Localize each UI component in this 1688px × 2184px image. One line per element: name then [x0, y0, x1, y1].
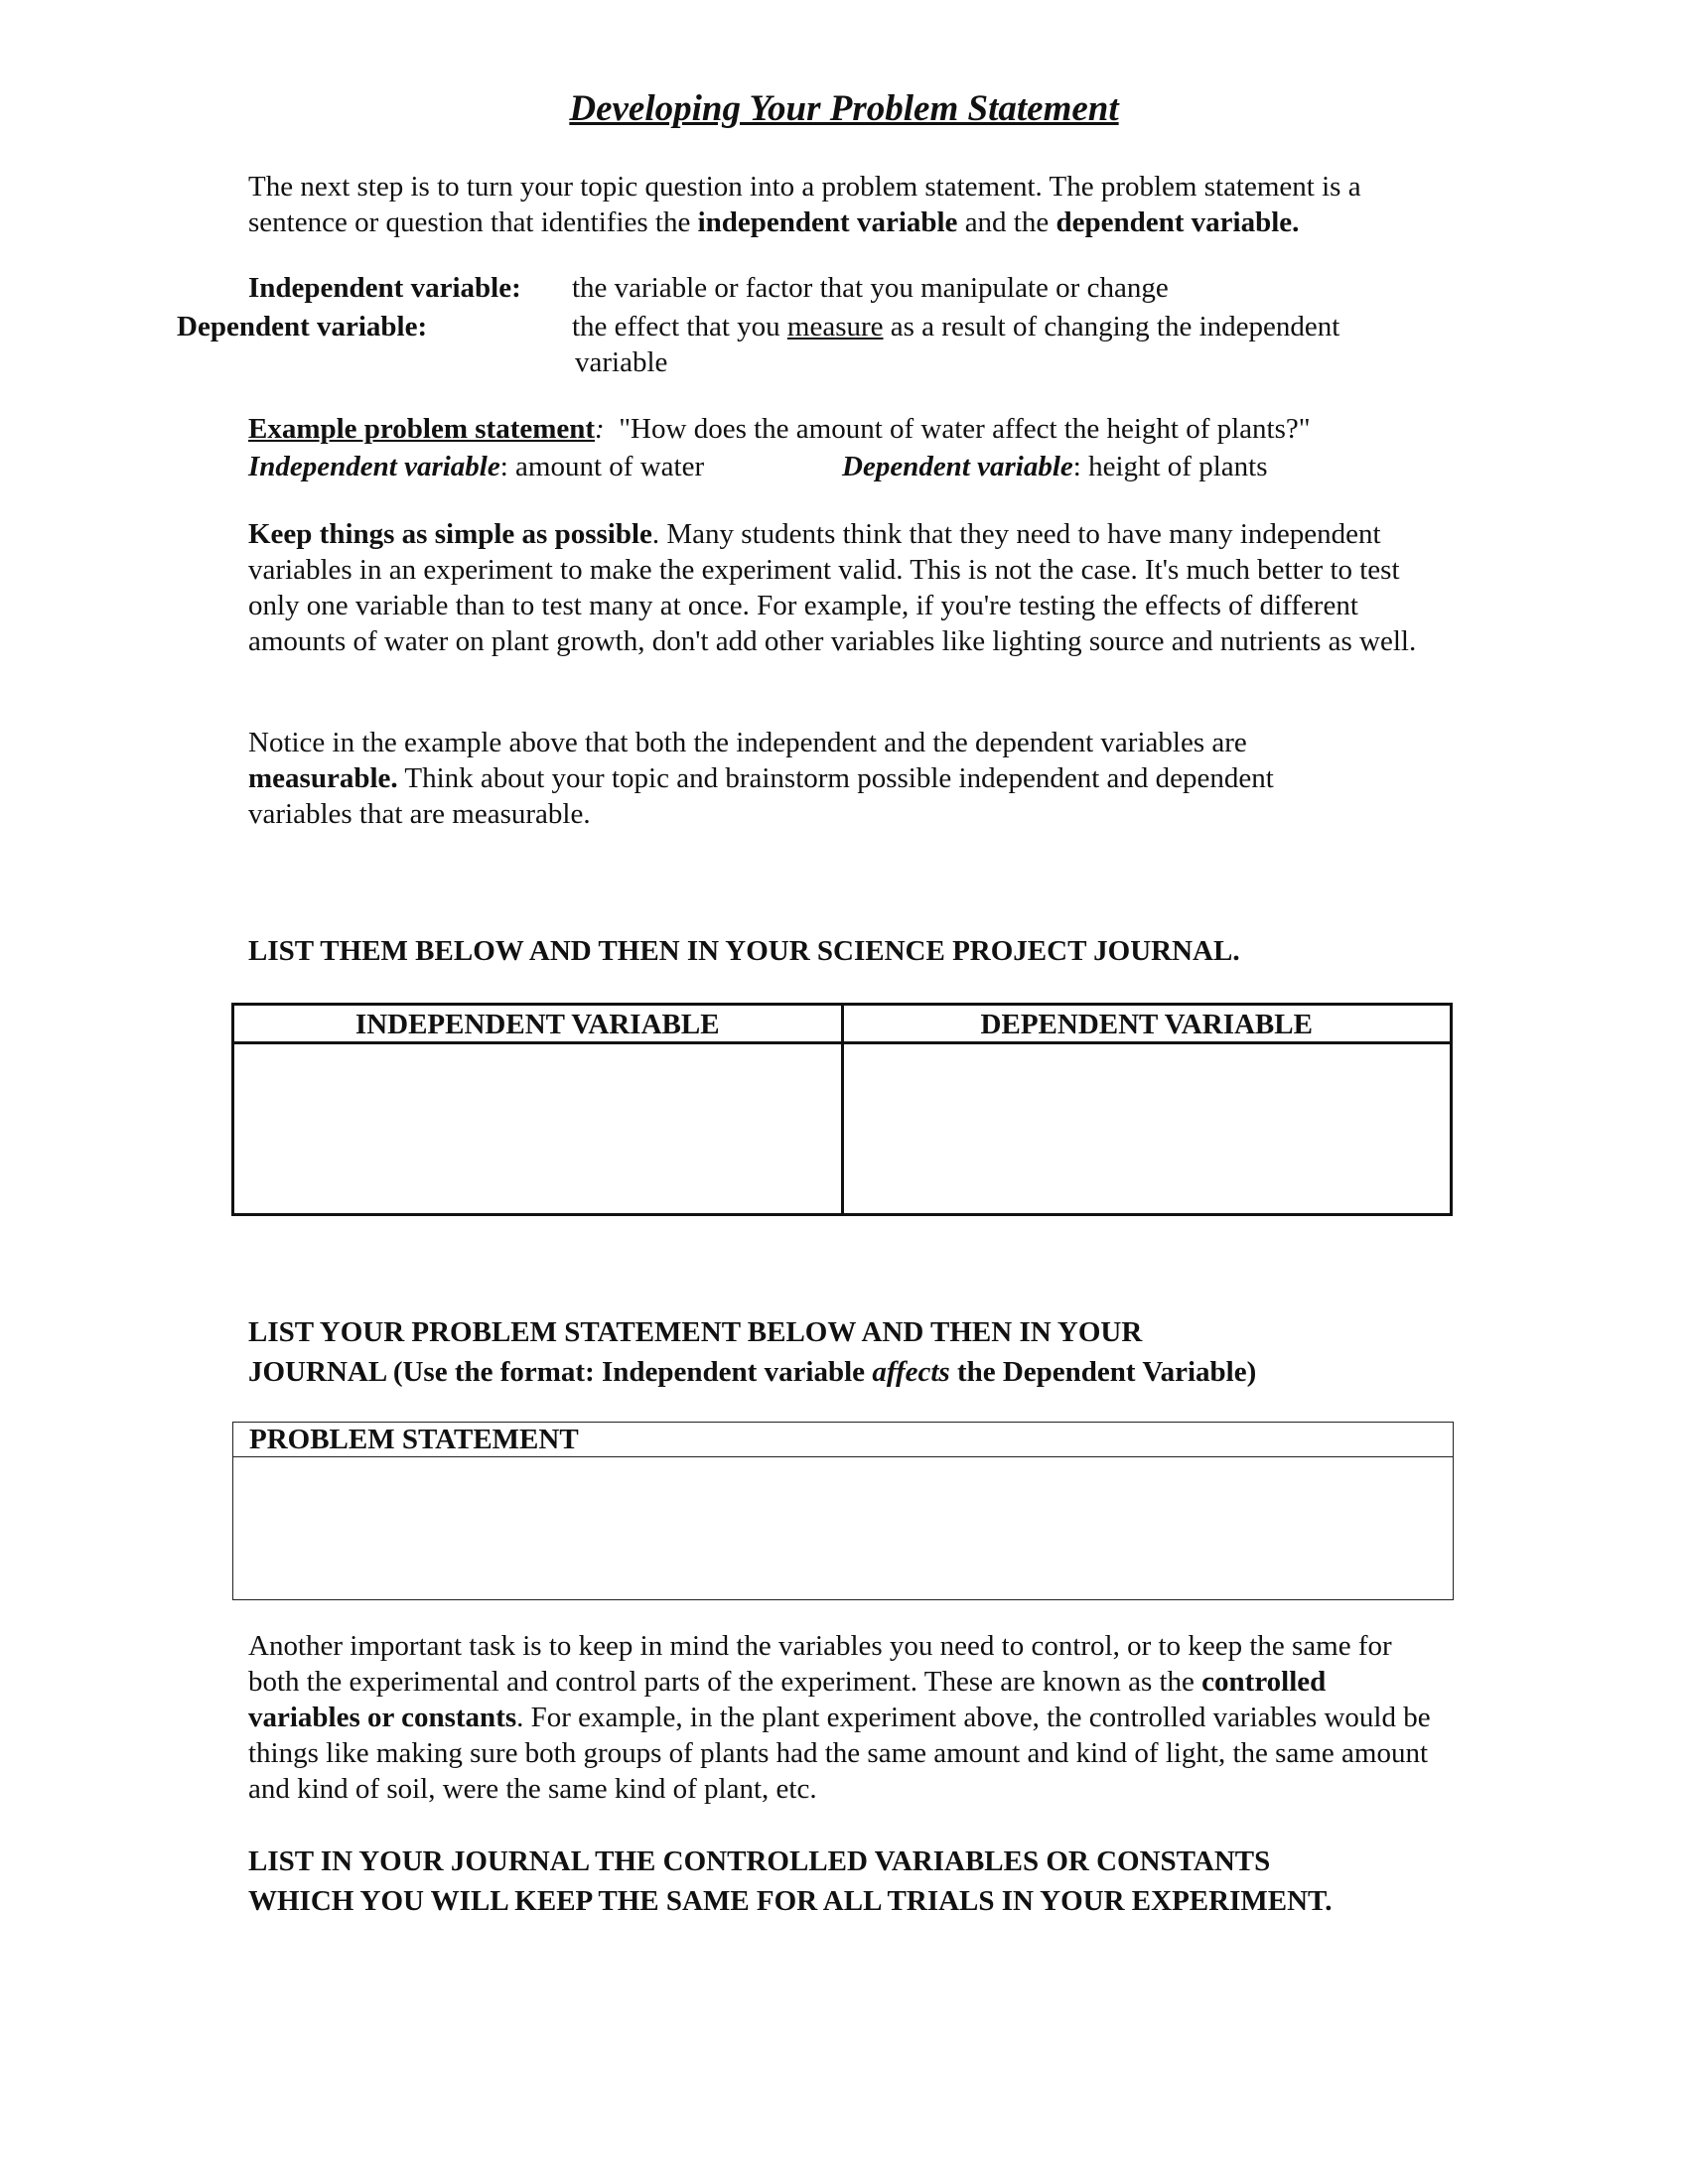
- dependent-def-measure: measure: [786, 311, 884, 342]
- list-problem-statement-heading: [248, 1312, 1499, 1392]
- keep-simple-text: . Many students think that they need to have many independent variables in an experiment to make the experiment valid. This is not the case. It's much better to test only one variable than to test many at once. For example, if you're testing the effects of different amounts of water on plant growth, don't add other variables like lighting source and nutrients as well.: [248, 518, 1417, 657]
- notice-text-2: Think about your topic and brainstorm possible independent and dependent variables that are measurable.: [248, 762, 1274, 830]
- example-dv-label: Dependent variable: [842, 451, 1073, 482]
- independent-variable-label: Independent variable:: [248, 272, 521, 304]
- list-problem-heading-line1: LIST YOUR PROBLEM STATEMENT BELOW AND THEN IN YOUR: [248, 1316, 1143, 1348]
- example-dependent: [842, 449, 1268, 484]
- final-heading-line1: LIST IN YOUR JOURNAL THE CONTROLLED VARIABLES OR CONSTANTS: [248, 1845, 1271, 1877]
- list-them-heading: LIST THEM BELOW AND THEN IN YOUR SCIENCE PROJECT JOURNAL.: [248, 935, 1240, 967]
- list-problem-heading-italic: affects: [872, 1356, 950, 1388]
- example-iv-value: : amount of water: [499, 451, 705, 482]
- dependent-variable-label: Dependent variable:: [177, 311, 428, 342]
- example-independent: [248, 449, 704, 484]
- problem-statement-field[interactable]: [233, 1457, 1453, 1596]
- variables-table: [231, 1003, 1453, 1216]
- dependent-variable-definition: [572, 309, 1339, 344]
- dependent-variable-header: DEPENDENT VARIABLE: [842, 1005, 1452, 1043]
- intro-text-1: The next step is to turn your topic question into a problem statement. The problem statement is a sentence or question that identifies the: [248, 171, 1361, 238]
- independent-variable-cell[interactable]: [233, 1043, 843, 1215]
- controlled-variables-paragraph: [248, 1628, 1440, 1807]
- dependent-variable-definition-line2: variable: [575, 346, 668, 378]
- example-dv-value: : height of plants: [1072, 451, 1268, 482]
- dependent-def-pre: the effect that you: [572, 311, 787, 342]
- intro-text-2: and the: [957, 206, 1056, 238]
- notice-text-1: Notice in the example above that both the independent and the dependent variables are: [248, 727, 1247, 758]
- independent-variable-definition: the variable or factor that you manipulate or change: [572, 272, 1169, 304]
- example-label: Example problem statement: [248, 413, 596, 445]
- intro-bold-independent: independent variable: [697, 206, 958, 238]
- notice-bold-measurable: measurable.: [248, 762, 398, 794]
- dependent-variable-cell[interactable]: [842, 1043, 1452, 1215]
- intro-paragraph: [248, 169, 1450, 240]
- controlled-text-2: . For example, in the plant experiment above, the controlled variables would be things like making sure both groups of plants had the same amount and kind of light, the same amount and kind of soil, were the same kind of plant, etc.: [248, 1702, 1431, 1805]
- intro-bold-dependent: dependent variable.: [1055, 206, 1300, 238]
- keep-simple-paragraph: [248, 516, 1440, 659]
- example-colon: :: [595, 413, 605, 445]
- final-heading: [248, 1842, 1499, 1921]
- keep-simple-bold: Keep things as simple as possible: [248, 518, 652, 550]
- list-problem-heading-pre: JOURNAL (Use the format: Independent variable: [248, 1356, 873, 1388]
- example-quote: "How does the amount of water affect the height of plants?": [619, 413, 1311, 445]
- list-problem-heading-post: the Dependent Variable): [949, 1356, 1257, 1388]
- independent-variable-header: INDEPENDENT VARIABLE: [233, 1005, 843, 1043]
- problem-statement-header: PROBLEM STATEMENT: [233, 1423, 1453, 1457]
- list-problem-heading-line2: [248, 1352, 1499, 1392]
- page-title: Developing Your Problem Statement: [569, 88, 1119, 129]
- example-iv-label: Independent variable: [248, 451, 500, 482]
- final-heading-line2: WHICH YOU WILL KEEP THE SAME FOR ALL TRIALS IN YOUR EXPERIMENT.: [248, 1885, 1333, 1917]
- dependent-def-post: as a result of changing the independent: [883, 311, 1340, 342]
- controlled-text-1: Another important task is to keep in mind the variables you need to control, or to keep the same for both the experimental and control parts of the experiment. These are known as the: [248, 1630, 1392, 1698]
- controlled-bold: controlled variables or constants: [248, 1666, 1327, 1733]
- problem-statement-box: [232, 1422, 1454, 1600]
- example-problem-statement: [248, 411, 1311, 447]
- notice-paragraph: [248, 725, 1380, 832]
